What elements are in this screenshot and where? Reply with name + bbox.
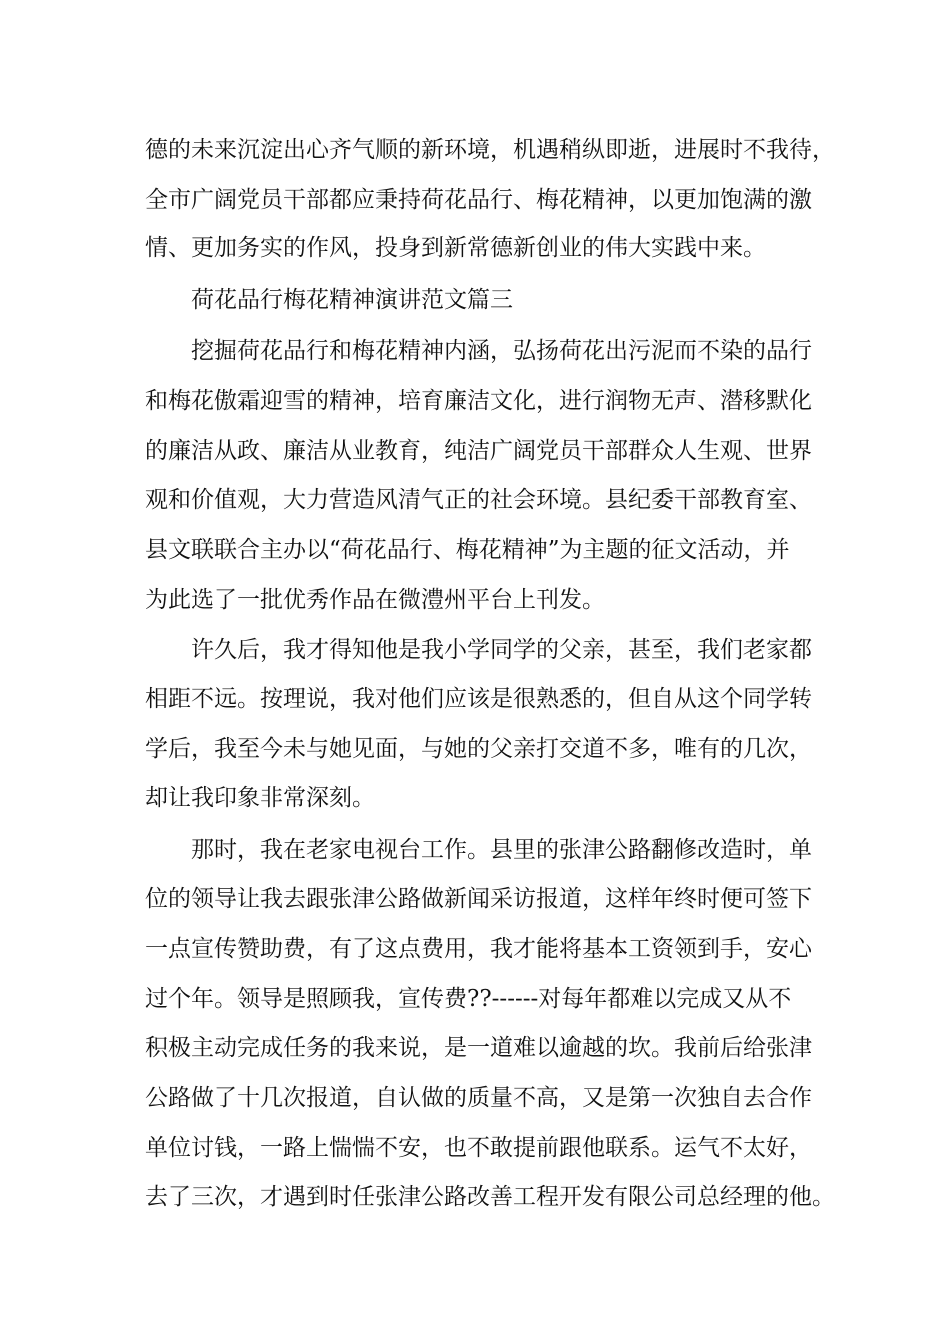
paragraph-line: 一点宣传赞助费，有了这点费用，我才能将基本工资领到手，安心 [145,936,812,962]
paragraph-line: 却让我印象非常深刻。 [145,785,375,811]
paragraph-line: 的廉洁从政、廉洁从业教育，纯洁广阔党员干部群众人生观、世界 [145,438,812,464]
paragraph-line: 许久后，我才得知他是我小学同学的父亲，甚至，我们老家都 [191,637,812,663]
paragraph-line: 县文联联合主办以“荷花品行、梅花精神”为主题的征文活动，并 [145,537,790,563]
paragraph-line: 单位讨钱，一路上惴惴不安，也不敢提前跟他联系。运气不太好， [145,1135,812,1161]
paragraph-line: 挖掘荷花品行和梅花精神内涵，弘扬荷花出污泥而不染的品行 [191,338,812,364]
section-heading: 荷花品行梅花精神演讲范文篇三 [191,287,513,313]
paragraph-line: 学后，我至今未与她见面，与她的父亲打交道不多，唯有的几次， [145,736,812,762]
paragraph-line: 观和价值观，大力营造风清气正的社会环境。县纪委干部教育室、 [145,487,812,513]
paragraph-line: 过个年。领导是照顾我，宣传费??------对每年都难以完成又从不 [145,986,792,1012]
paragraph-line: 那时，我在老家电视台工作。县里的张津公路翻修改造时，单 [191,837,812,863]
paragraph-line: 积极主动完成任务的我来说，是一道难以逾越的坎。我前后给张津 [145,1035,812,1061]
paragraph-line: 相距不远。按理说，我对他们应该是很熟悉的，但自从这个同学转 [145,686,812,712]
paragraph-line: 和梅花傲霜迎雪的精神，培育廉洁文化，进行润物无声、潜移默化 [145,388,812,414]
paragraph-line: 为此选了一批优秀作品在微澧州平台上刊发。 [145,587,605,613]
paragraph-line: 公路做了十几次报道，自认做的质量不高，又是第一次独自去合作 [145,1085,812,1111]
paragraph-line: 全市广阔党员干部都应秉持荷花品行、梅花精神，以更加饱满的激 [145,187,812,213]
paragraph-line: 位的领导让我去跟张津公路做新闻采访报道，这样年终时便可签下 [145,886,812,912]
paragraph-line: 德的未来沉淀出心齐气顺的新环境，机遇稍纵即逝，进展时不我待， [145,137,835,163]
paragraph-line: 去了三次，才遇到时任张津公路改善工程开发有限公司总经理的他。 [145,1184,835,1210]
paragraph-line: 情、更加务实的作风，投身到新常德新创业的伟大实践中来。 [145,235,766,261]
